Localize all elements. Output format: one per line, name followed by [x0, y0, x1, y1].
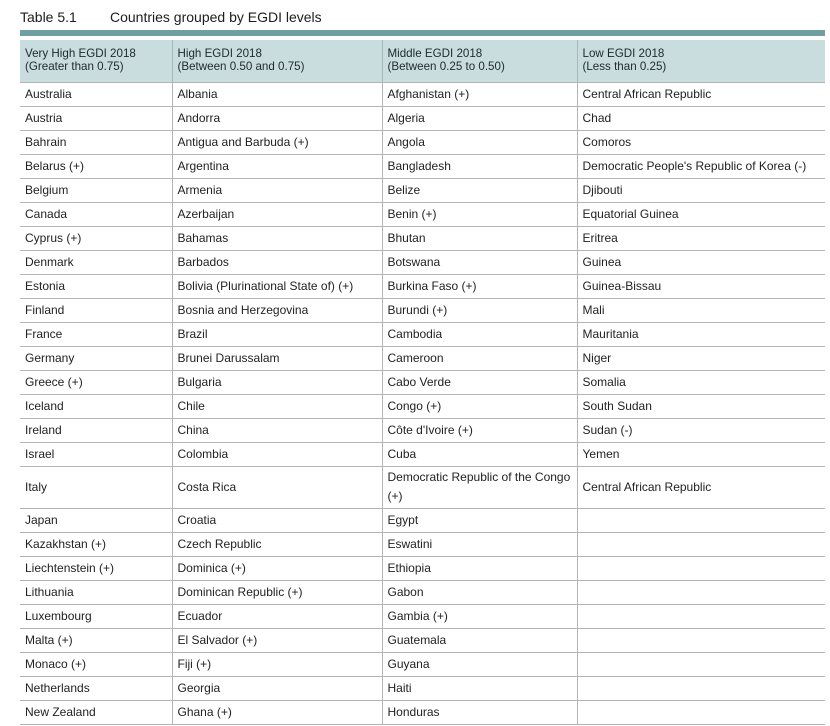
table-cell-high: Antigua and Barbuda (+): [172, 130, 382, 154]
table-cell-very-high: Iceland: [20, 394, 172, 418]
table-cell-very-high: Ireland: [20, 418, 172, 442]
table-cell-low: [577, 604, 825, 628]
table-cell-high: Argentina: [172, 154, 382, 178]
table-cell-very-high: Austria: [20, 106, 172, 130]
table-cell-low: Guinea-Bissau: [577, 274, 825, 298]
column-header-title: High EGDI 2018: [177, 47, 262, 60]
table-cell-low: Equatorial Guinea: [577, 202, 825, 226]
column-header-title: Middle EGDI 2018: [387, 47, 483, 60]
table-cell-low: [577, 508, 825, 532]
table-cell-high: Armenia: [172, 178, 382, 202]
column-header-range: (Between 0.25 to 0.50): [387, 60, 505, 73]
table-cell-very-high: Belgium: [20, 178, 172, 202]
table-cell-very-high: New Zealand: [20, 700, 172, 724]
table-cell-high: Brunei Darussalam: [172, 346, 382, 370]
table-cell-very-high: Lithuania: [20, 580, 172, 604]
table-row: [20, 466, 825, 508]
table-cell-low: Yemen: [577, 442, 825, 466]
table-cell-low: Eritrea: [577, 226, 825, 250]
table-cell-very-high: Finland: [20, 298, 172, 322]
table-cell-very-high: Cyprus (+): [20, 226, 172, 250]
column-header-high: [172, 40, 382, 82]
table-row: [20, 298, 825, 322]
egdi-table: [20, 40, 825, 725]
table-row: [20, 676, 825, 700]
table-cell-low: [577, 628, 825, 652]
table-cell-middle: Ethiopia: [382, 556, 577, 580]
table-cell-high: Bolivia (Plurinational State of) (+): [172, 274, 382, 298]
table-cell-high: Costa Rica: [172, 466, 382, 508]
column-header-range: (Greater than 0.75): [25, 60, 124, 73]
table-cell-middle: Guatemala: [382, 628, 577, 652]
table-row: [20, 106, 825, 130]
table-cell-middle: Cameroon: [382, 346, 577, 370]
table-cell-low: [577, 652, 825, 676]
table-cell-very-high: Malta (+): [20, 628, 172, 652]
table-cell-middle: Afghanistan (+): [382, 82, 577, 106]
table-row: [20, 250, 825, 274]
table-cell-low: Sudan (-): [577, 418, 825, 442]
table-cell-high: Dominica (+): [172, 556, 382, 580]
table-row: [20, 442, 825, 466]
table-cell-middle: Eswatini: [382, 532, 577, 556]
table-cell-low: [577, 700, 825, 724]
table-cell-very-high: Liechtenstein (+): [20, 556, 172, 580]
table-cell-very-high: Luxembourg: [20, 604, 172, 628]
table-cell-low: [577, 580, 825, 604]
table-cell-high: Ghana (+): [172, 700, 382, 724]
table-row: [20, 322, 825, 346]
column-header-title: Very High EGDI 2018: [25, 47, 136, 60]
table-cell-low: [577, 676, 825, 700]
table-row: [20, 274, 825, 298]
table-caption: [20, 6, 322, 28]
table-cell-high: Albania: [172, 82, 382, 106]
table-cell-very-high: Japan: [20, 508, 172, 532]
table-row: [20, 370, 825, 394]
table-cell-very-high: Australia: [20, 82, 172, 106]
column-header-range: (Between 0.50 and 0.75): [177, 60, 305, 73]
table-row: [20, 130, 825, 154]
table-cell-high: Andorra: [172, 106, 382, 130]
table-row: [20, 82, 825, 106]
table-cell-middle: Egypt: [382, 508, 577, 532]
table-cell-low: Comoros: [577, 130, 825, 154]
table-cell-very-high: France: [20, 322, 172, 346]
table-cell-very-high: Greece (+): [20, 370, 172, 394]
table-cell-low: Mauritania: [577, 322, 825, 346]
table-cell-middle: Cabo Verde: [382, 370, 577, 394]
table-cell-very-high: Kazakhstan (+): [20, 532, 172, 556]
table-cell-high: Bosnia and Herzegovina: [172, 298, 382, 322]
table-row: [20, 532, 825, 556]
table-cell-very-high: Germany: [20, 346, 172, 370]
table-row: [20, 580, 825, 604]
table-cell-high: Fiji (+): [172, 652, 382, 676]
table-cell-very-high: Estonia: [20, 274, 172, 298]
column-header-range: (Less than 0.25): [582, 60, 667, 73]
table-row: [20, 346, 825, 370]
table-cell-very-high: Italy: [20, 466, 172, 508]
table-body: [20, 82, 825, 724]
table-cell-middle: Bangladesh: [382, 154, 577, 178]
table-cell-middle: Cambodia: [382, 322, 577, 346]
column-header-low: [577, 40, 825, 82]
table-cell-high: Colombia: [172, 442, 382, 466]
column-header-title: Low EGDI 2018: [582, 47, 665, 60]
table-cell-high: Brazil: [172, 322, 382, 346]
table-cell-low: Mali: [577, 298, 825, 322]
table-cell-very-high: Denmark: [20, 250, 172, 274]
table-row: [20, 418, 825, 442]
table-cell-low: [577, 556, 825, 580]
table-cell-middle: Cuba: [382, 442, 577, 466]
table-cell-middle: Algeria: [382, 106, 577, 130]
table-cell-middle: Belize: [382, 178, 577, 202]
table-cell-high: Barbados: [172, 250, 382, 274]
table-row: [20, 508, 825, 532]
table-cell-very-high: Israel: [20, 442, 172, 466]
table-cell-low: Democratic People's Republic of Korea (-): [577, 154, 825, 178]
table-cell-high: Bahamas: [172, 226, 382, 250]
table-cell-high: Bulgaria: [172, 370, 382, 394]
column-header-very-high: [20, 40, 172, 82]
table-cell-high: Georgia: [172, 676, 382, 700]
table-cell-high: China: [172, 418, 382, 442]
header-rule: [20, 30, 825, 36]
header-row: [20, 40, 825, 82]
table-cell-middle: Bhutan: [382, 226, 577, 250]
table-row: [20, 154, 825, 178]
table-cell-low: Guinea: [577, 250, 825, 274]
table-cell-middle: Gambia (+): [382, 604, 577, 628]
table-cell-high: Czech Republic: [172, 532, 382, 556]
table-cell-low: Chad: [577, 106, 825, 130]
table-cell-low: Djibouti: [577, 178, 825, 202]
table-title: Countries grouped by EGDI levels: [110, 9, 322, 25]
table-cell-low: Central African Republic: [577, 466, 825, 508]
table-row: [20, 226, 825, 250]
table-row: [20, 394, 825, 418]
table-cell-middle: Benin (+): [382, 202, 577, 226]
table-cell-high: Ecuador: [172, 604, 382, 628]
table-row: [20, 628, 825, 652]
table-cell-middle: Côte d'Ivoire (+): [382, 418, 577, 442]
table-row: [20, 202, 825, 226]
table-cell-very-high: Bahrain: [20, 130, 172, 154]
column-header-middle: [382, 40, 577, 82]
table-number: Table 5.1: [20, 9, 77, 25]
table-cell-middle: Burundi (+): [382, 298, 577, 322]
table-row: [20, 178, 825, 202]
table-cell-high: Dominican Republic (+): [172, 580, 382, 604]
table-cell-middle: Guyana: [382, 652, 577, 676]
table-cell-high: El Salvador (+): [172, 628, 382, 652]
table-cell-middle: Botswana: [382, 250, 577, 274]
table-cell-middle: Congo (+): [382, 394, 577, 418]
table-cell-low: Niger: [577, 346, 825, 370]
table-row: [20, 652, 825, 676]
table-cell-middle: Democratic Republic of the Congo (+): [382, 466, 577, 508]
table-cell-middle: Gabon: [382, 580, 577, 604]
table-cell-low: Somalia: [577, 370, 825, 394]
table-cell-low: [577, 532, 825, 556]
table-cell-low: Central African Republic: [577, 82, 825, 106]
table-cell-very-high: Belarus (+): [20, 154, 172, 178]
table-cell-high: Chile: [172, 394, 382, 418]
table-row: [20, 604, 825, 628]
table-row: [20, 556, 825, 580]
table-cell-very-high: Canada: [20, 202, 172, 226]
table-cell-middle: Angola: [382, 130, 577, 154]
table-cell-very-high: Netherlands: [20, 676, 172, 700]
table-cell-middle: Burkina Faso (+): [382, 274, 577, 298]
table-cell-middle: Haiti: [382, 676, 577, 700]
table-cell-high: Croatia: [172, 508, 382, 532]
table-cell-middle: Honduras: [382, 700, 577, 724]
table-cell-very-high: Monaco (+): [20, 652, 172, 676]
table-row: [20, 700, 825, 724]
table-cell-low: South Sudan: [577, 394, 825, 418]
table-cell-high: Azerbaijan: [172, 202, 382, 226]
